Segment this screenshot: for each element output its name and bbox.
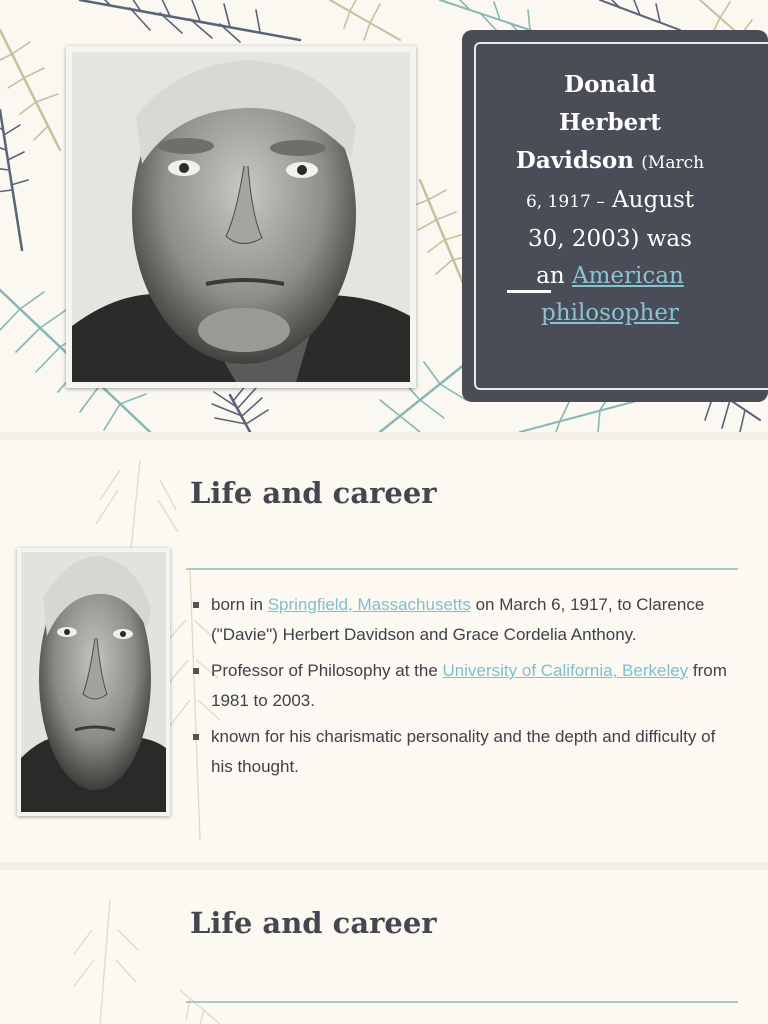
section-heading: Life and career: [190, 906, 437, 940]
title-card: [462, 30, 768, 402]
bullet-square-icon: [193, 668, 199, 674]
life-career-slide: [0, 440, 768, 862]
philosopher-link[interactable]: philosopher: [541, 300, 679, 326]
birth-date-part2: 6, 1917 –: [525, 192, 605, 212]
portrait-photo-large: [66, 46, 416, 388]
bullet-item: [193, 656, 733, 716]
bullet-list: [193, 590, 733, 788]
name-line-3: Davidson: [515, 147, 634, 174]
slide-gap: [0, 432, 768, 440]
name-line-1: Donald: [564, 71, 656, 98]
name-line-2: Herbert: [559, 109, 661, 136]
bullet-square-icon: [193, 602, 199, 608]
death-date-part2: 30, 2003) was: [528, 226, 692, 252]
portrait-photo-small: [17, 548, 170, 816]
american-link[interactable]: American: [572, 263, 684, 289]
life-career-slide-2: [0, 870, 768, 1024]
heading-rule: [186, 568, 738, 570]
heading-rule: [186, 1001, 738, 1003]
springfield-link[interactable]: Springfield, Massachusetts: [267, 595, 471, 614]
bullet-text: from 1981 to 2003.: [211, 661, 727, 710]
section-heading: Life and career: [190, 476, 437, 510]
title-text: [486, 66, 734, 332]
bullet-text: on March 6, 1917, to Clarence ("Davie") Herbert Davidson and Grace Cordelia Anthony.: [211, 595, 705, 644]
bullet-square-icon: [193, 734, 199, 740]
uc-berkeley-link[interactable]: University of California, Berkeley: [442, 661, 689, 680]
bullet-item: [193, 590, 733, 650]
an-word: an: [536, 263, 565, 289]
death-date-part1: August: [612, 187, 695, 213]
slide-gap: [0, 862, 768, 870]
bullet-item: [193, 722, 733, 782]
bullet-text: Professor of Philosophy at the: [211, 661, 443, 680]
bullet-text: born in: [211, 595, 268, 614]
title-slide: [0, 0, 768, 432]
bullet-text: known for his charismatic personality and the depth and difficulty of his thought.: [211, 727, 716, 776]
birth-date-part1: (March: [641, 153, 705, 173]
